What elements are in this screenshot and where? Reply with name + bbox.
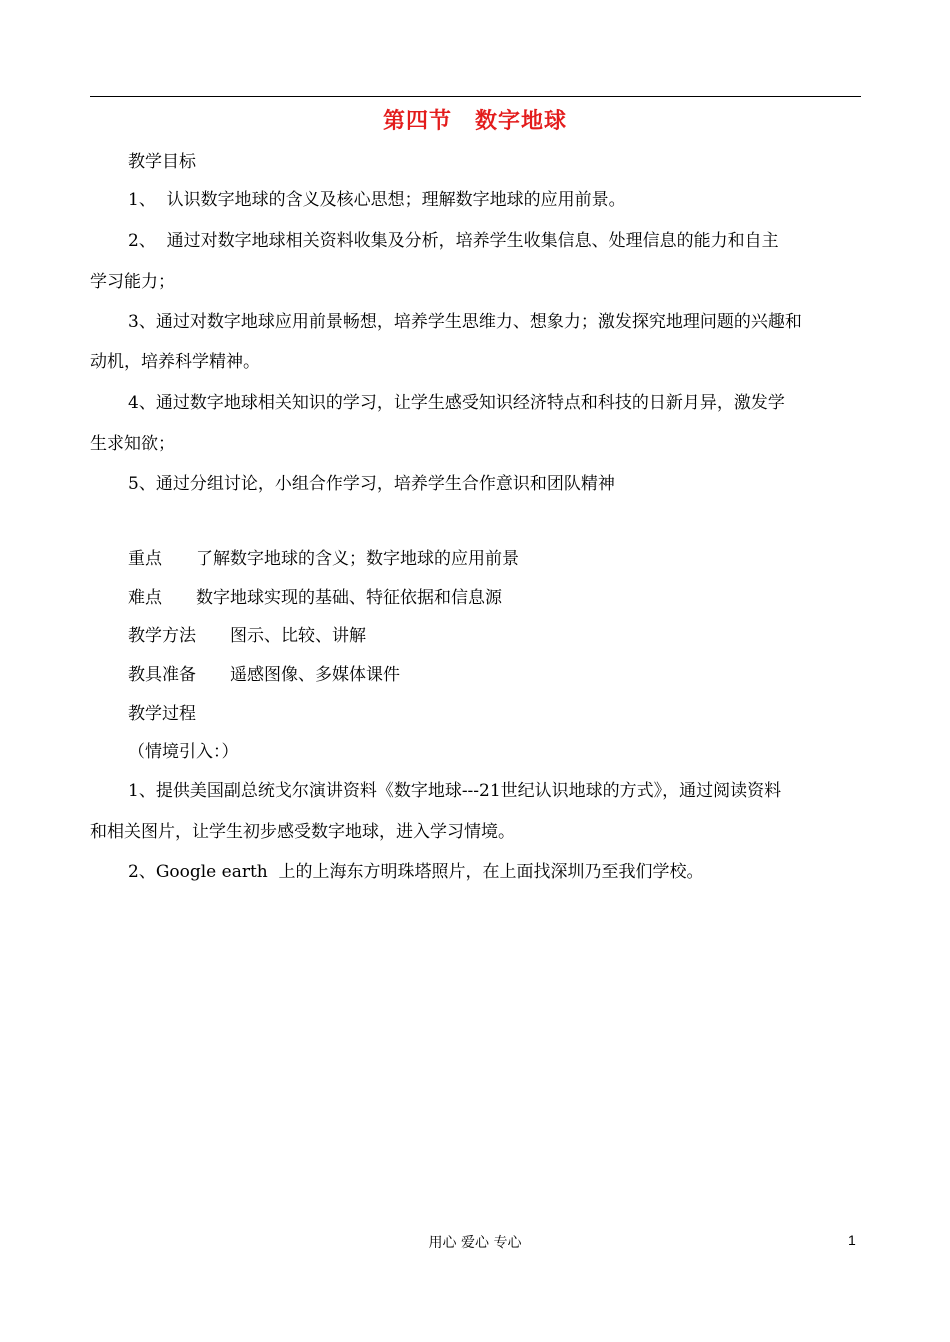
objective-line: 3、通过对数字地球应用前景畅想，培养学生思维力、想象力；激发探究地理问题的兴趣和 <box>128 312 802 332</box>
header-rule <box>90 96 861 97</box>
teaching-tools: 教具准备 遥感图像、多媒体课件 <box>128 665 400 685</box>
intro-label: （情境引入：） <box>128 742 239 762</box>
objective-line: 2、 通过对数字地球相关资料收集及分析，培养学生收集信息、处理信息的能力和自主 <box>128 231 779 251</box>
objective-line: 生求知欲； <box>90 434 175 454</box>
objective-line: 4、通过数字地球相关知识的学习，让学生感受知识经济特点和科技的日新月异，激发学 <box>128 393 785 413</box>
teaching-method: 教学方法 图示、比较、讲解 <box>128 626 366 646</box>
footer-motto: 用心 爱心 专心 <box>428 1235 522 1251</box>
process-line: 1、提供美国副总统戈尔演讲资料《数字地球---21世纪认识地球的方式》，通过阅读资料 <box>128 781 782 801</box>
difficulty: 难点 数字地球实现的基础、特征依据和信息源 <box>128 588 502 608</box>
objective-line: 学习能力； <box>90 272 175 292</box>
objectives-heading: 教学目标 <box>128 152 196 172</box>
process-line: 2、Google earth 上的上海东方明珠塔照片，在上面找深圳乃至我们学校。 <box>128 862 704 882</box>
process-line: 和相关图片，让学生初步感受数字地球，进入学习情境。 <box>90 822 515 842</box>
page-number: 1 <box>848 1232 856 1248</box>
objective-line: 动机，培养科学精神。 <box>90 352 260 372</box>
page-title: 第四节 数字地球 <box>382 109 567 134</box>
objective-line: 5、通过分组讨论，小组合作学习，培养学生合作意识和团队精神 <box>128 474 615 494</box>
objective-line: 1、 认识数字地球的含义及核心思想；理解数字地球的应用前景。 <box>128 190 626 210</box>
key-point: 重点 了解数字地球的含义；数字地球的应用前景 <box>128 549 519 569</box>
process-heading: 教学过程 <box>128 704 196 724</box>
